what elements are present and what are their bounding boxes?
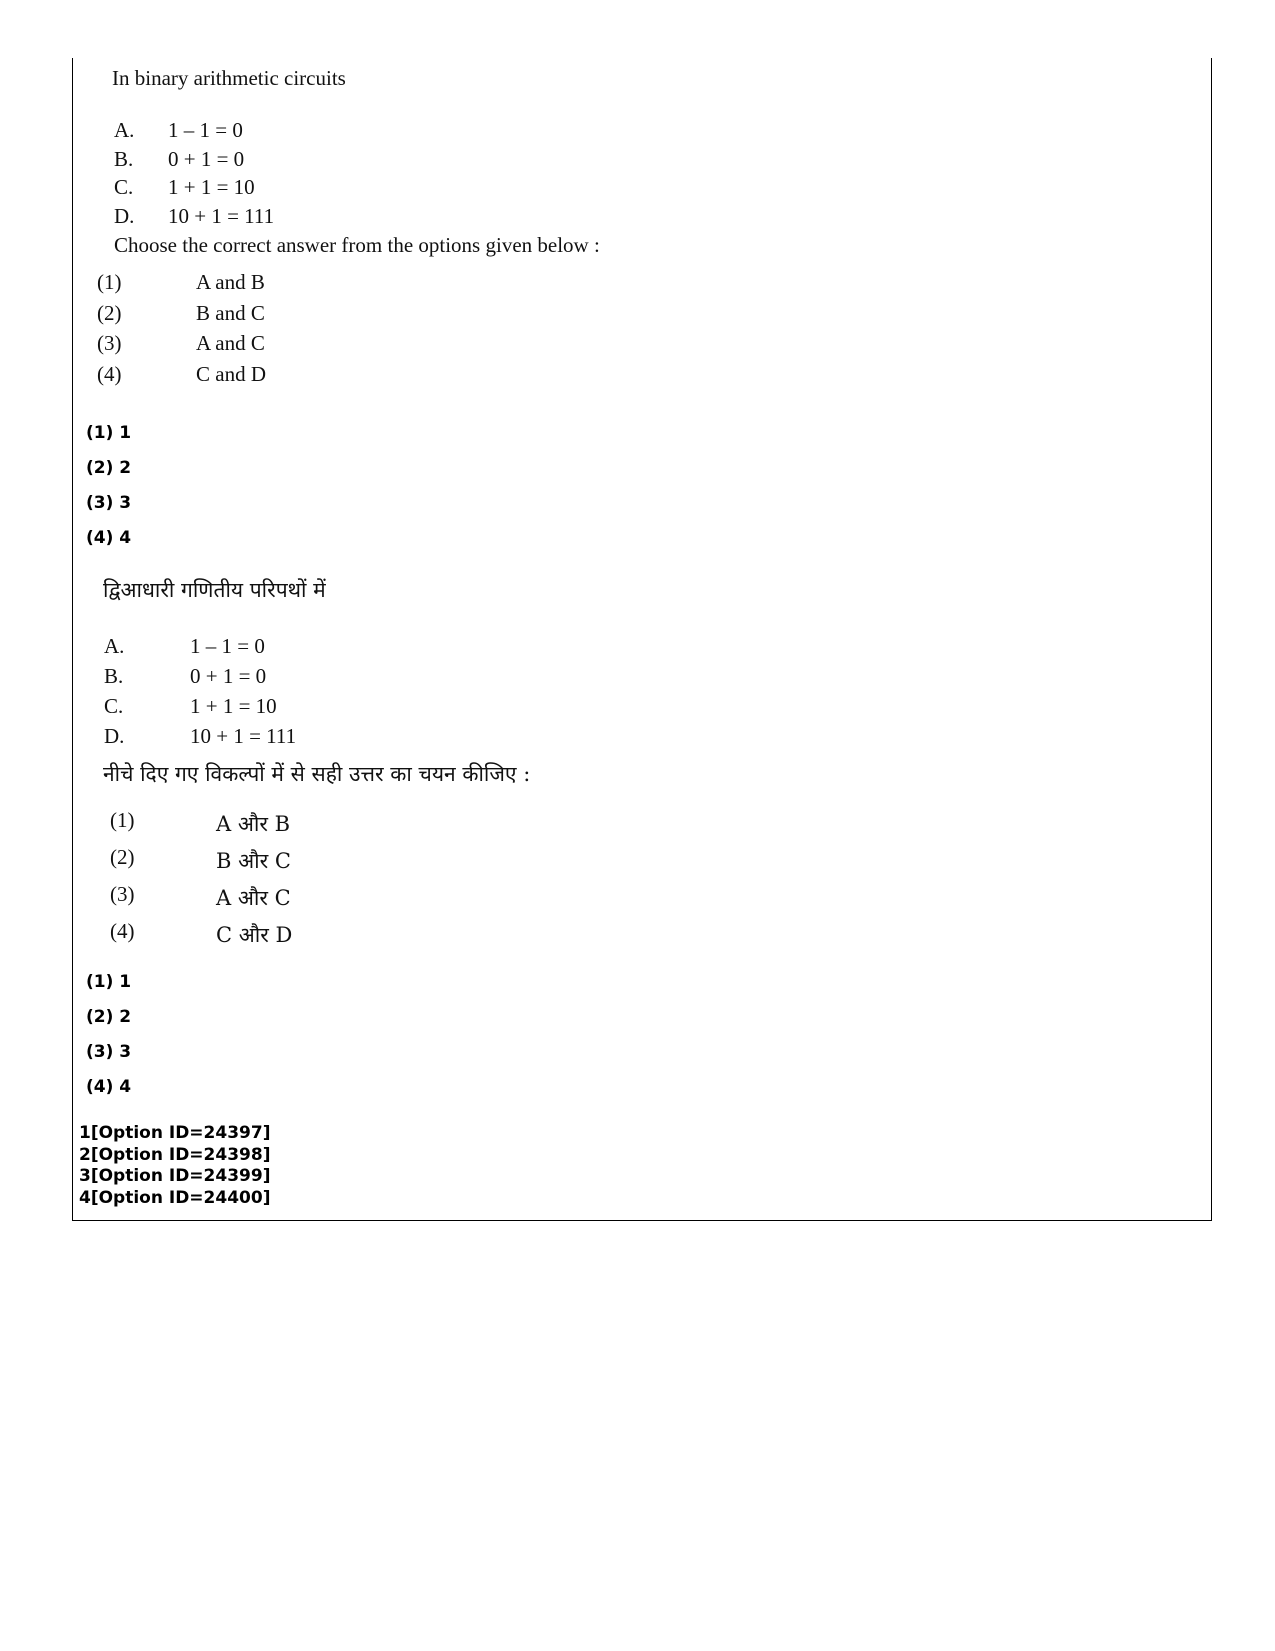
statement-label: D.: [104, 724, 125, 748]
choice-number: (3): [97, 331, 122, 355]
statement-text: 0 + 1 = 0: [190, 664, 267, 688]
answer-option[interactable]: (1) 1: [86, 972, 132, 992]
statement-text: 1 – 1 = 0: [190, 634, 265, 658]
statement-label: D.: [114, 204, 135, 228]
choice-text: C और D: [216, 923, 293, 947]
choice-text: B और C: [216, 849, 291, 873]
answer-option[interactable]: (2) 2: [86, 1007, 132, 1027]
option-id: 3[Option ID=24399]: [79, 1166, 271, 1186]
option-id: 2[Option ID=24398]: [79, 1144, 271, 1165]
instruction-hindi: नीचे दिए गए विकल्पों में से सही उत्तर का चयन कीजिए :: [103, 762, 531, 786]
choice-text: C and D: [196, 362, 266, 386]
instruction-english: Choose the correct answer from the options given below :: [114, 233, 600, 257]
choice-number: (2): [97, 301, 122, 325]
statement-text: 1 + 1 = 10: [190, 694, 277, 718]
statement-text: 1 + 1 = 10: [168, 175, 255, 199]
question-stem-hindi: द्विआधारी गणितीय परिपथों में: [103, 578, 326, 602]
answer-option[interactable]: (3) 3: [86, 493, 132, 513]
statement-label: A.: [104, 634, 125, 658]
answer-option[interactable]: (3) 3: [86, 1042, 132, 1062]
choice-number: (1): [97, 270, 122, 294]
statement-label: B.: [114, 147, 134, 171]
answer-option[interactable]: (4) 4: [86, 528, 132, 548]
choice-number: (3): [110, 882, 135, 906]
option-id: 1[Option ID=24397]: [79, 1123, 271, 1143]
choice-text: A और B: [216, 812, 291, 836]
statement-text: 1 – 1 = 0: [168, 118, 243, 142]
choice-number: (4): [110, 919, 135, 943]
choice-number: (2): [110, 845, 135, 869]
answer-option[interactable]: (2) 2: [86, 458, 132, 478]
question-stem-english: In binary arithmetic circuits: [112, 66, 346, 90]
statement-label: C.: [114, 175, 134, 199]
option-id-list: [79, 1123, 270, 1209]
answer-option[interactable]: (1) 1: [86, 423, 132, 443]
statement-text: 10 + 1 = 111: [168, 204, 275, 228]
option-id: 4[Option ID=24400]: [79, 1187, 271, 1208]
choice-text: A and B: [196, 270, 265, 294]
choice-number: (4): [97, 362, 122, 386]
choice-text: A और C: [216, 886, 291, 910]
choice-text: A and C: [196, 331, 265, 355]
statement-label: C.: [104, 694, 124, 718]
statement-text: 10 + 1 = 111: [190, 724, 297, 748]
statement-label: B.: [104, 664, 124, 688]
statement-label: A.: [114, 118, 135, 142]
choice-number: (1): [110, 808, 135, 832]
choice-text: B and C: [196, 301, 265, 325]
answer-option[interactable]: (4) 4: [86, 1077, 132, 1097]
statement-text: 0 + 1 = 0: [168, 147, 245, 171]
